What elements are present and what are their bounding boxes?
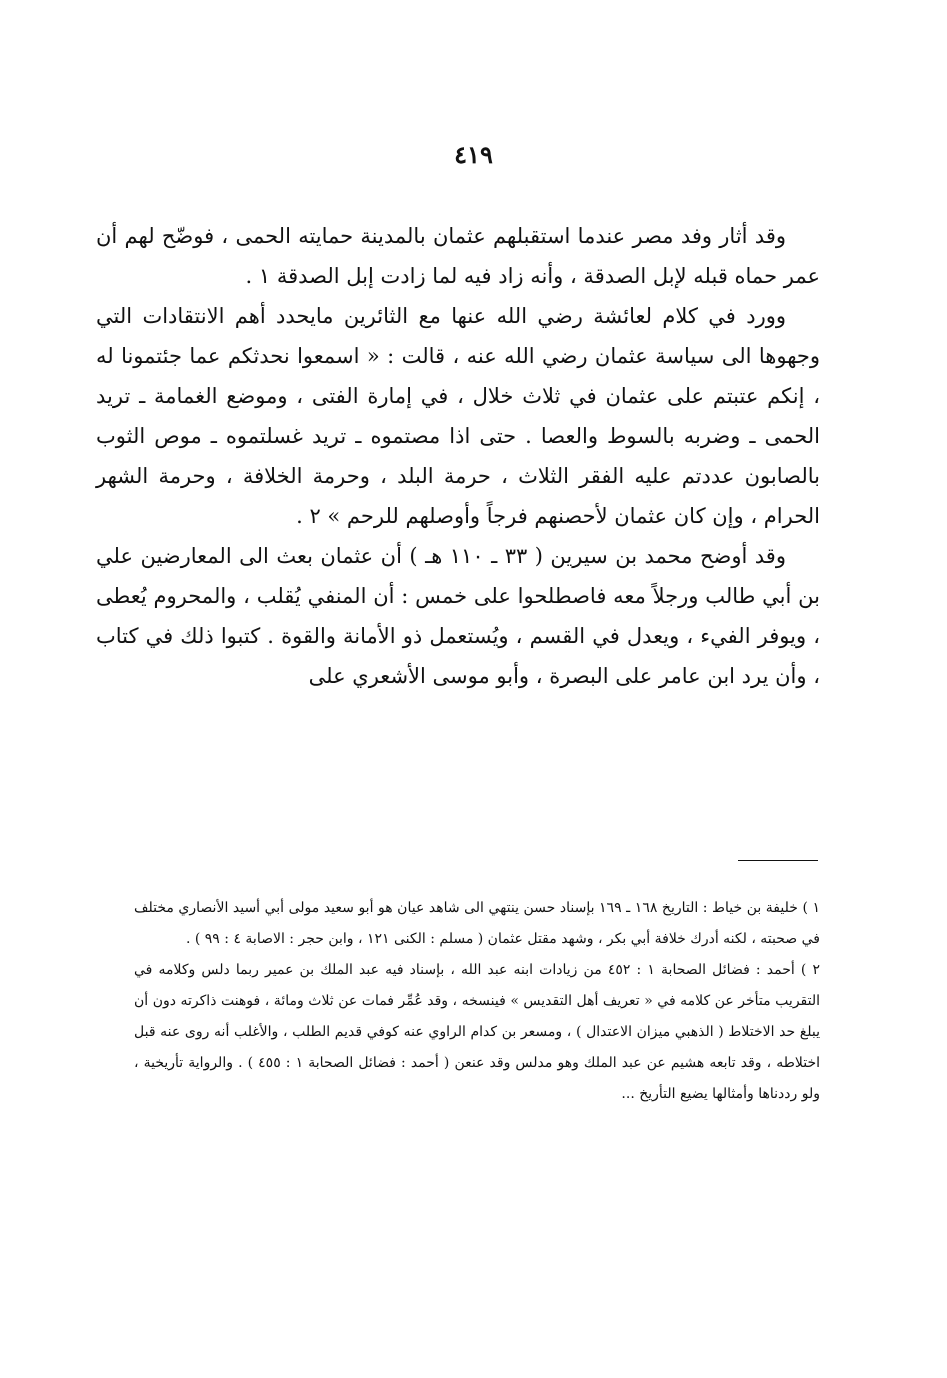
paragraph-3: وقد أوضح محمد بن سيرين ( ٣٣ ـ ١١٠ هـ ) أن عثمان بعث الى المعارضين علي بن أبي طالب ورجلاً معه فاصطلحوا على خمس : أن المنفي يُقلب ، والمحروم يُعطى ، ويوفر الفيء ، ويعدل في القسم ، ويُستعمل ذو الأمانة والقوة . كتبوا ذلك في كتاب ، وأن يرد ابن عامر على البصرة ، وأبو موسى الأشعري على xyxy=(96,544,820,688)
footnotes xyxy=(134,893,820,1110)
page-number: ٤١٩ xyxy=(454,140,493,169)
paragraph-1: وقد أثار وفد مصر عندما استقبلهم عثمان بالمدينة حمايته الحمى ، فوضّح لهم أن عمر حماه قبله لإبل الصدقة ، وأنه زاد فيه لما زادت إبل الصدقة ١ . xyxy=(96,224,820,288)
footnote-1: ١ ) خليفة بن خياط : التاريخ ١٦٨ ـ ١٦٩ بإسناد حسن ينتهي الى شاهد عيان هو أبو سعيد مولى أبي أسيد الأنصاري مختلف في صحبته ، لكنه أدرك خلافة أبي بكر ، وشهد مقتل عثمان ( مسلم : الكنى ١٢١ ، وابن حجر : الاصابة ٤ : ٩٩ ) . xyxy=(134,900,820,947)
footnote-separator xyxy=(738,860,818,861)
footnote-2: ٢ ) أحمد : فضائل الصحابة ١ : ٤٥٢ من زيادات ابنه عبد الله ، بإسناد فيه عبد الملك بن عمير ربما دلس وكلامه في التقريب متأخر عن كلامه في « تعريف أهل التقديس » فينسخه ، وقد عُمِّر فمات عن ثلاث ومائة ، فوهنت ذاكرته دون أن يبلغ حد الاختلاط ( الذهبي ميزان الاعتدال ) ، ومسعر بن كدام الراوي عنه كوفي قديم الطلب ، والأغلب أنه روى عنه قبل اختلاطه ، وقد تابعه هشيم عن عبد الملك وهو مدلس وقد عنعن ( أحمد : فضائل الصحابة ١ : ٤٥٥ ) . والرواية تأريخية ، ولو رددناها وأمثالها يضيع التأريخ ... xyxy=(134,962,820,1102)
main-text xyxy=(96,216,820,696)
paragraph-2: وورد في كلام لعائشة رضي الله عنها مع الثائرين مايحدد أهم الانتقادات التي وجهوها الى سياسة عثمان رضي الله عنه ، قالت : « اسمعوا نحدثكم عما جئتمونا له ، إنكم عتبتم على عثمان في ثلاث خلال ، في إمارة الفتى ، وموضع الغمامة ـ تريد الحمى ـ وضربه بالسوط والعصا . حتى اذا مصتموه ـ تريد غسلتموه ـ موص الثوب بالصابون عددتم عليه الفقر الثلاث ، حرمة البلد ، وحرمة الخلافة ، وحرمة الشهر الحرام ، وإن كان عثمان لأحصنهم فرجاً وأوصلهم للرحم » ٢ . xyxy=(96,304,820,528)
